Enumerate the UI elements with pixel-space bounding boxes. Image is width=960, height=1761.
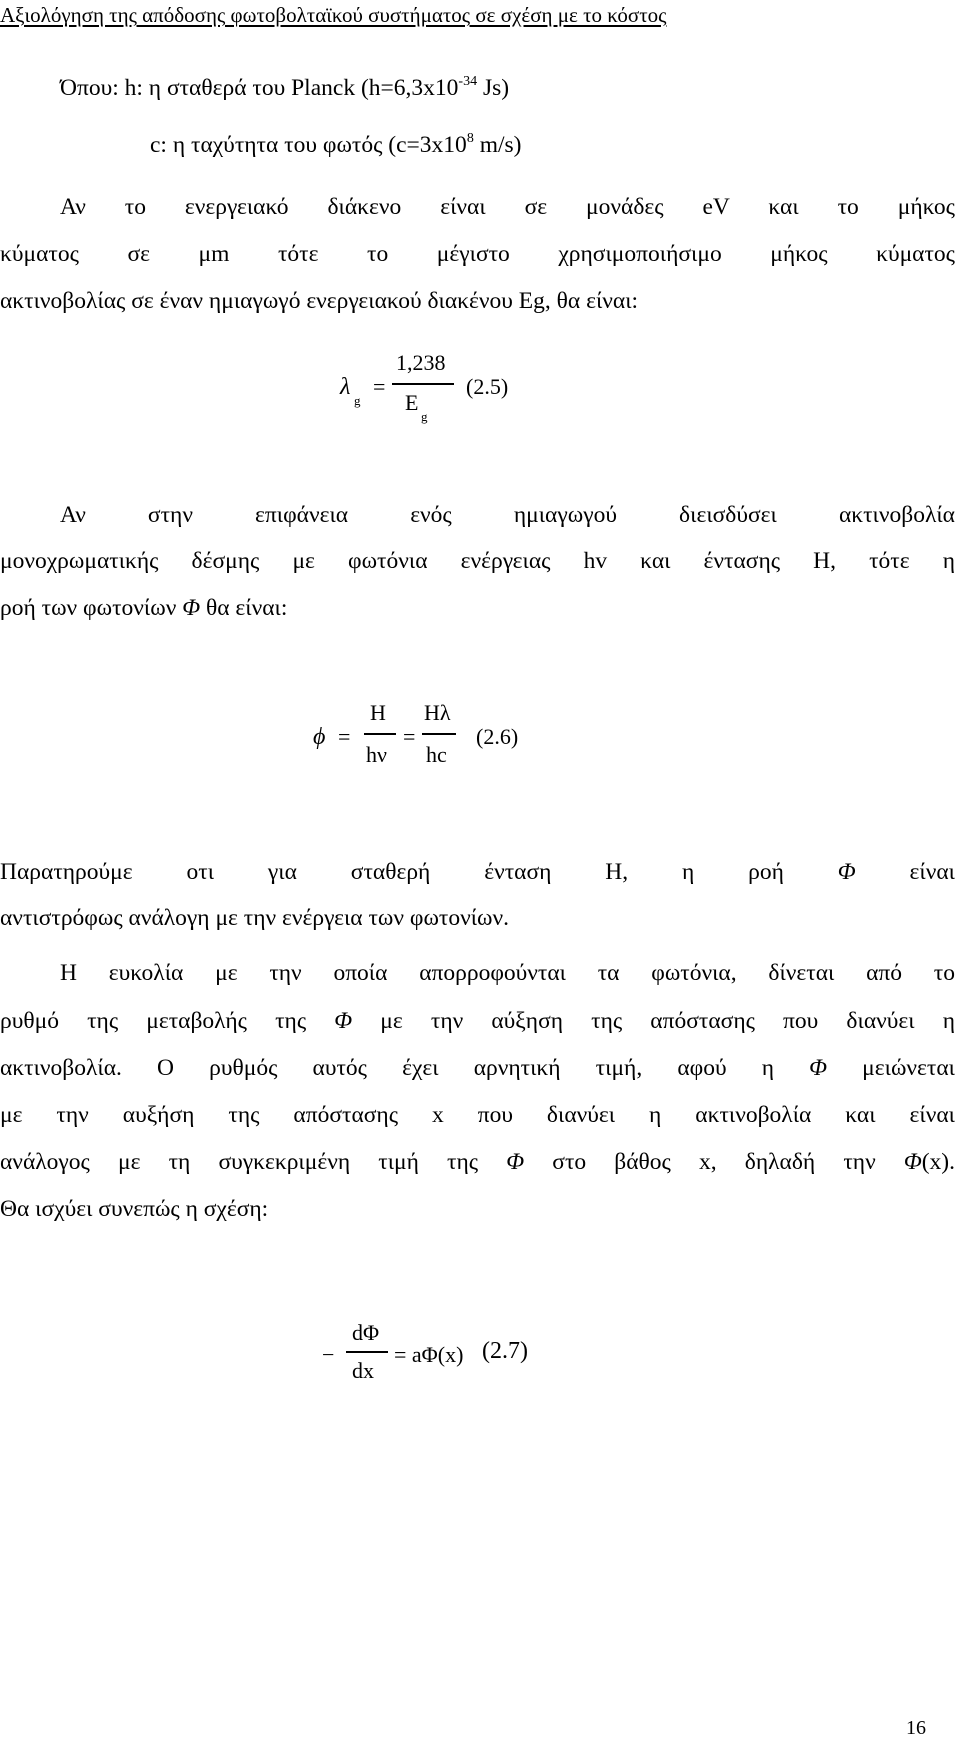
right-hand-side: = aΦ(x) [394, 1342, 464, 1367]
planck-unit: Js) [477, 75, 510, 101]
planck-constant-line [60, 73, 509, 103]
running-header [0, 0, 870, 30]
para4-l3-tail: μειώνεται [827, 1055, 955, 1081]
light-unit: m/s) [473, 132, 522, 158]
para3-line1 [0, 857, 955, 887]
light-text: c: η ταχύτητα του φωτός (c=3x10 [150, 132, 467, 158]
para2-line2: μονοχρωματικής δέσμης με φωτόνια ενέργειας hv και έντασης H, τότε η [0, 548, 955, 574]
denominator-subscript: g [421, 409, 428, 424]
equation-2-5 [0, 350, 960, 460]
denominator-2: hc [426, 742, 447, 767]
para4-line1: Η ευκολία με την οποία απορροφούνται τα φωτόνια, δίνεται από το [60, 960, 955, 986]
denominator: dx [352, 1358, 374, 1383]
numerator: 1,238 [396, 350, 446, 375]
equation-label: (2.7) [482, 1338, 528, 1364]
para3-line2: αντιστρόφως ανάλογη με την ενέργεια των φωτονίων. [0, 905, 510, 931]
para1-line2: κύματος σε μm τότε το μέγιστο χρησιμοποιήσιμο μήκος κύματος [0, 241, 955, 267]
phi-symbol: Φ [837, 859, 856, 885]
para4-line2 [0, 1006, 955, 1036]
phi-symbol: Φ [506, 1149, 525, 1175]
lambda-symbol: λ [340, 374, 351, 400]
speed-of-light-line [150, 130, 521, 160]
para1-line1: Αν το ενεργειακό διάκενο είναι σε μονάδες eV και το μήκος [60, 194, 955, 220]
para2-l3-text: ροή των φωτονίων [0, 595, 183, 621]
para4-line5 [0, 1147, 955, 1177]
para4-l2-text: ρυθμό της μεταβολής της [0, 1008, 335, 1034]
para3-l1-tail: είναι [855, 859, 956, 885]
numerator-1: H [370, 700, 386, 725]
para4-l5-mid: στο βάθος x, δηλαδή την [524, 1149, 904, 1175]
para4-l5-text: ανάλογος με τη συγκεκριμένη τιμή της [0, 1149, 507, 1175]
fraction-bar [392, 383, 454, 385]
fraction-bar [346, 1351, 388, 1353]
numerator-2: Hλ [424, 700, 451, 725]
phi-symbol: Φ [334, 1008, 353, 1034]
equals-sign: = [373, 374, 386, 399]
planck-text: Όπου: h: η σταθερά του Planck (h=6,3x10 [60, 75, 459, 101]
equation-label: (2.5) [466, 374, 509, 399]
equals-sign-2: = [403, 724, 416, 749]
fraction-bar-2 [422, 733, 456, 735]
para1-line3: ακτινοβολίας σε έναν ημιαγωγό ενεργειακού διακένου Eg, θα είναι: [0, 288, 639, 314]
para4-line4: με την αυξήση της απόστασης x που διανύει η ακτινοβολία και είναι [0, 1102, 955, 1128]
denominator-1: hν [366, 742, 387, 767]
para4-l3-text: ακτινοβολία. Ο ρυθμός αυτός έχει αρνητική τιμή, αφού η [0, 1055, 810, 1081]
planck-exponent: -34 [458, 74, 478, 89]
para2-line1: Αν στην επιφάνεια ενός ημιαγωγού διεισδύσει ακτινοβολία [60, 502, 955, 528]
para4-line6: Θα ισχύει συνεπώς η σχέση: [0, 1196, 269, 1222]
phi-symbol: Φ [182, 595, 201, 621]
para4-l5-tail: (x). [921, 1149, 956, 1175]
para2-line3 [0, 593, 287, 623]
numerator: dΦ [352, 1320, 380, 1345]
equation-label: (2.6) [476, 724, 519, 749]
equation-2-6 [0, 700, 960, 800]
equals-sign-1: = [338, 724, 351, 749]
phi-symbol: Φ [809, 1055, 828, 1081]
minus-sign: − [322, 1342, 335, 1367]
para4-l2-tail: με την αύξηση της απόστασης που διανύει η [352, 1008, 955, 1034]
para2-l3-tail: θα είναι: [200, 595, 288, 621]
page-number: 16 [906, 1717, 926, 1739]
fraction-bar-1 [364, 733, 396, 735]
denominator: E [405, 390, 419, 415]
para4-line3 [0, 1053, 955, 1083]
equation-2-7 [0, 1320, 960, 1410]
para3-l1-text: Παρατηρούμε οτι για σταθερή ένταση H, η ροή [0, 859, 838, 885]
phi-lhs: ϕ [313, 724, 326, 750]
light-exponent: 8 [466, 131, 474, 146]
lambda-subscript: g [354, 393, 361, 408]
header-title: Αξιολόγηση της απόδοσης φωτοβολταϊκού συστήματος σε σχέση με το κόστος [0, 3, 667, 27]
phi-symbol-2: Φ [903, 1149, 922, 1175]
